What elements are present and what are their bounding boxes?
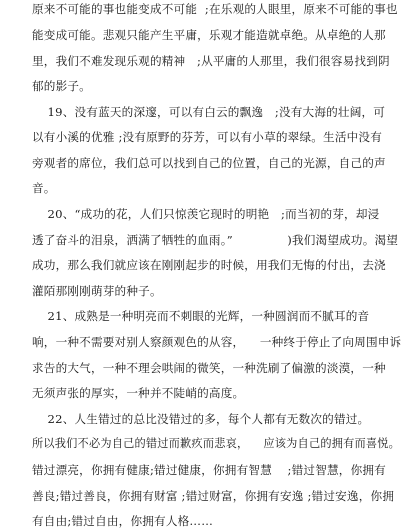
text-line: 里，我们不难发现乐观的精神 ;从平庸的人那里，我们很容易找到阴 — [32, 54, 390, 68]
text-line: 错过漂亮，你拥有健康;错过健康，你拥有智慧 ;错过智慧，你拥有 — [32, 463, 386, 477]
text-line: 有自由;错过自由，你拥有人格…… — [32, 514, 214, 528]
text-line: 能变成可能。悲观只能产生平庸，乐观才能造就卓绝。从卓绝的人那 — [32, 28, 386, 42]
text-line: 善良;错过善良，你拥有财富 ;错过财富，你拥有安逸 ;错过安逸，你拥 — [32, 489, 395, 503]
text-line: 响，一种不需要对别人察颜观色的从容， 一种终于停止了向周围申诉 — [32, 335, 402, 349]
text-line: 无须声张的厚实，一种并不陡峭的高度。 — [32, 386, 245, 400]
text-line: 求告的大气，一种不理会哄闹的微笑，一种洗刷了偏激的淡漠，一种 — [32, 361, 386, 375]
text-line: 郁的影子。 — [32, 79, 91, 93]
text-line: 原来不可能的事也能变成不可能 ;在乐观的人眼里，原来不可能的事也 — [32, 2, 398, 16]
text-line: 20、“成功的花，人们只惊羡它现时的明艳 ;而当初的芽，却浸 — [32, 207, 380, 221]
text-line: 22、人生错过的总比没错过的多，每个人都有无数次的错过。 — [32, 412, 370, 426]
text-line: 19、没有蓝天的深邃，可以有白云的飘逸 ;没有大海的壮阔，可 — [32, 105, 386, 119]
text-line: 透了奋斗的泪泉，洒满了牺牲的血雨。” )我们渴望成功。渴望 — [32, 233, 399, 247]
text-line: 所以我们不必为自己的错过而歉疚而悲哀， 应该为自己的拥有而喜悦。 — [32, 437, 401, 450]
text-line: 灌陌那刚刚萌芽的种子。 — [32, 284, 162, 298]
text-line: 成功，那么我们就应该在刚刚起步的时候，用我们无悔的付出，去浇 — [32, 258, 386, 272]
text-line: 音。 — [32, 181, 56, 195]
text-line: 21、成熟是一种明亮而不刺眼的光辉，一种圆润而不腻耳的音 — [32, 309, 370, 323]
text-line: 以有小溪的优雅 ;没有原野的芬芳，可以有小草的翠绿。生活中没有 — [32, 130, 383, 144]
text-line: 旁观者的席位，我们总可以找到自己的位置，自己的光源，自己的声 — [32, 156, 386, 170]
